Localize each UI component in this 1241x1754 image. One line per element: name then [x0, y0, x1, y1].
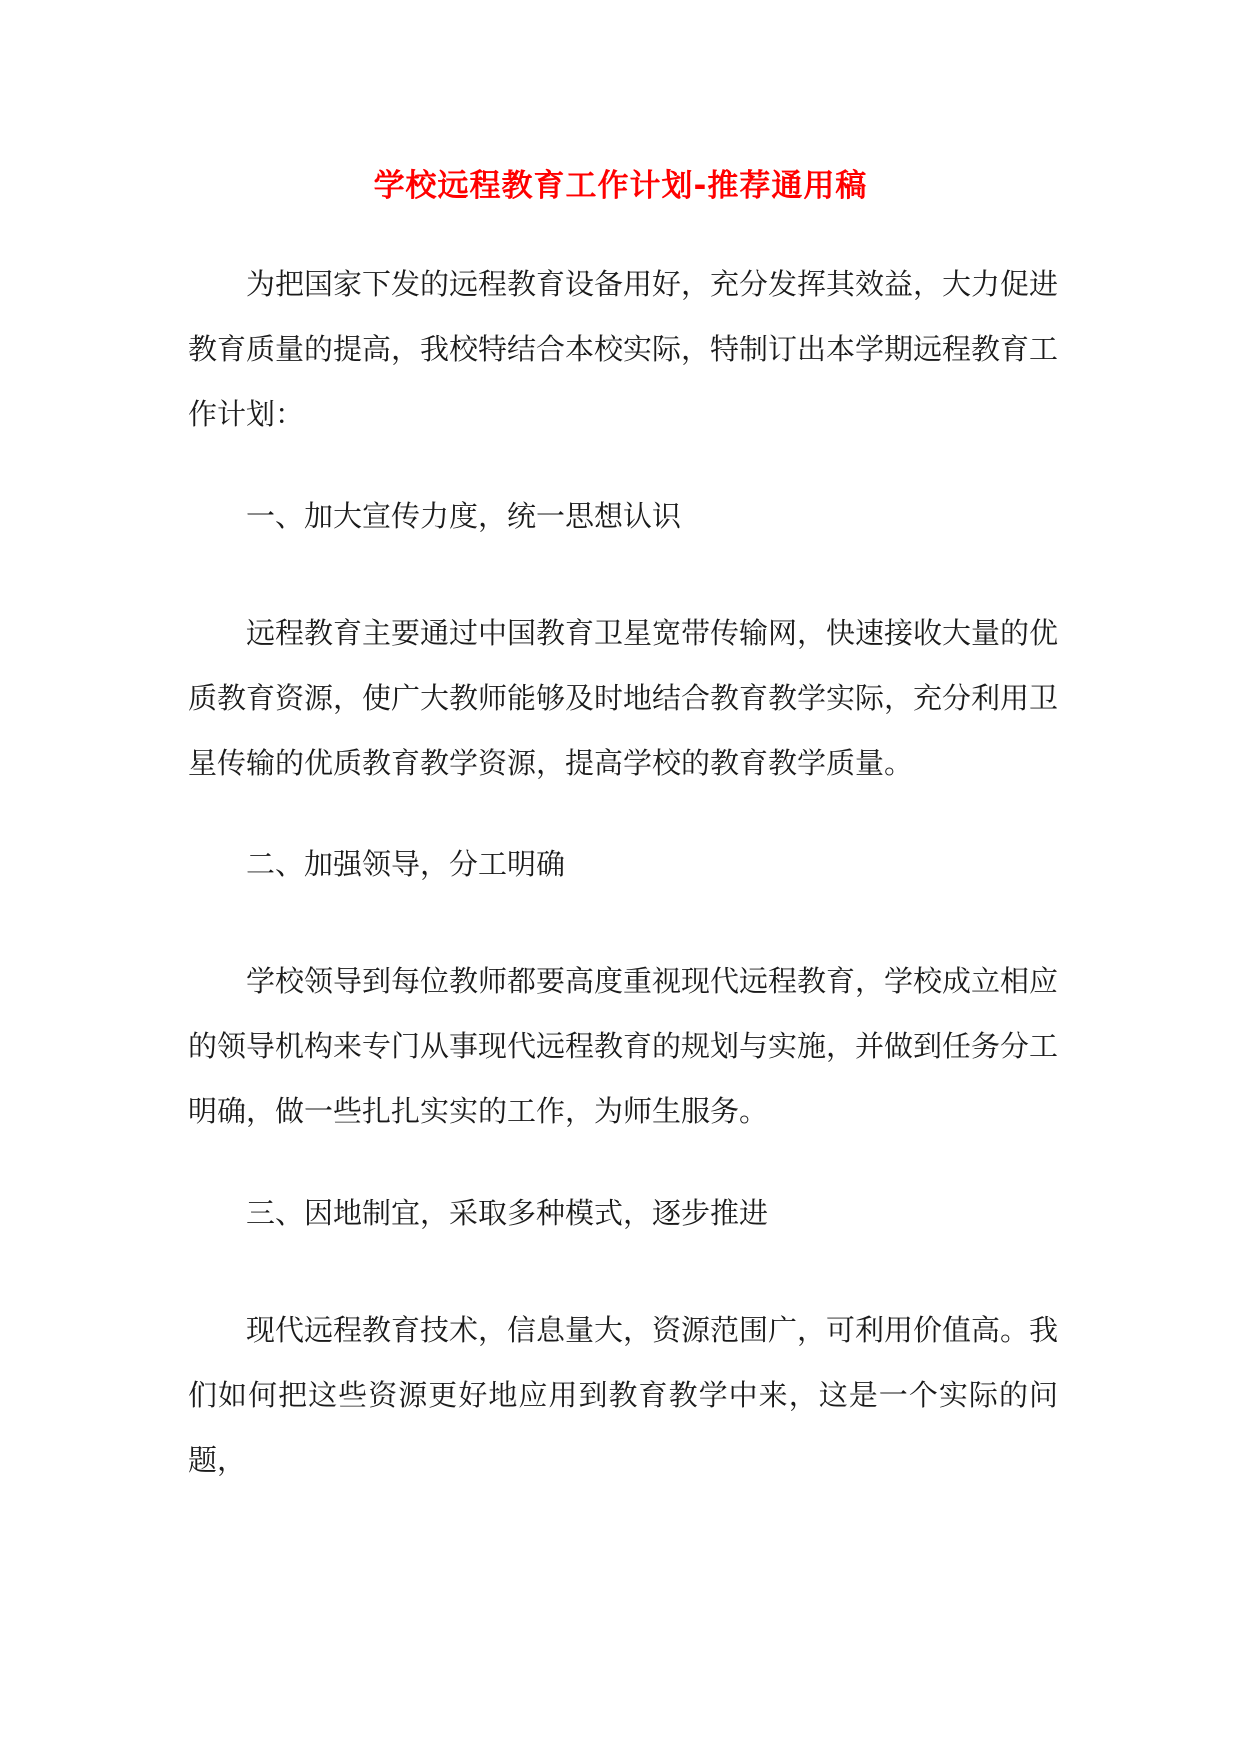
section-3-heading: 三、因地制宜，采取多种模式，逐步推进: [246, 1196, 769, 1230]
section-2-heading: 二、加强领导，分工明确: [246, 847, 566, 881]
section-1-heading: 一、加大宣传力度，统一思想认识: [246, 499, 682, 533]
section-1-paragraph: 远程教育主要通过中国教育卫星宽带传输网，快速接收大量的优质教育资源，使广大教师能够及时地结合教育教学实际，充分利用卫星传输的优质教育教学资源，提高学校的教育教学质量。: [188, 616, 1059, 780]
section-2-paragraph: 学校领导到每位教师都要高度重视现代远程教育，学校成立相应的领导机构来专门从事现代远程教育的规划与实施，并做到任务分工明确，做一些扎扎实实的工作，为师生服务。: [188, 964, 1059, 1128]
document-title: 学校远程教育工作计划-推荐通用稿: [373, 168, 868, 204]
intro-paragraph: 为把国家下发的远程教育设备用好，充分发挥其效益，大力促进教育质量的提高，我校特结合本校实际，特制订出本学期远程教育工作计划：: [188, 267, 1059, 431]
section-3-paragraph: 现代远程教育技术，信息量大，资源范围广，可利用价值高。我们如何把这些资源更好地应用到教育教学中来，这是一个实际的问题，: [188, 1313, 1059, 1477]
